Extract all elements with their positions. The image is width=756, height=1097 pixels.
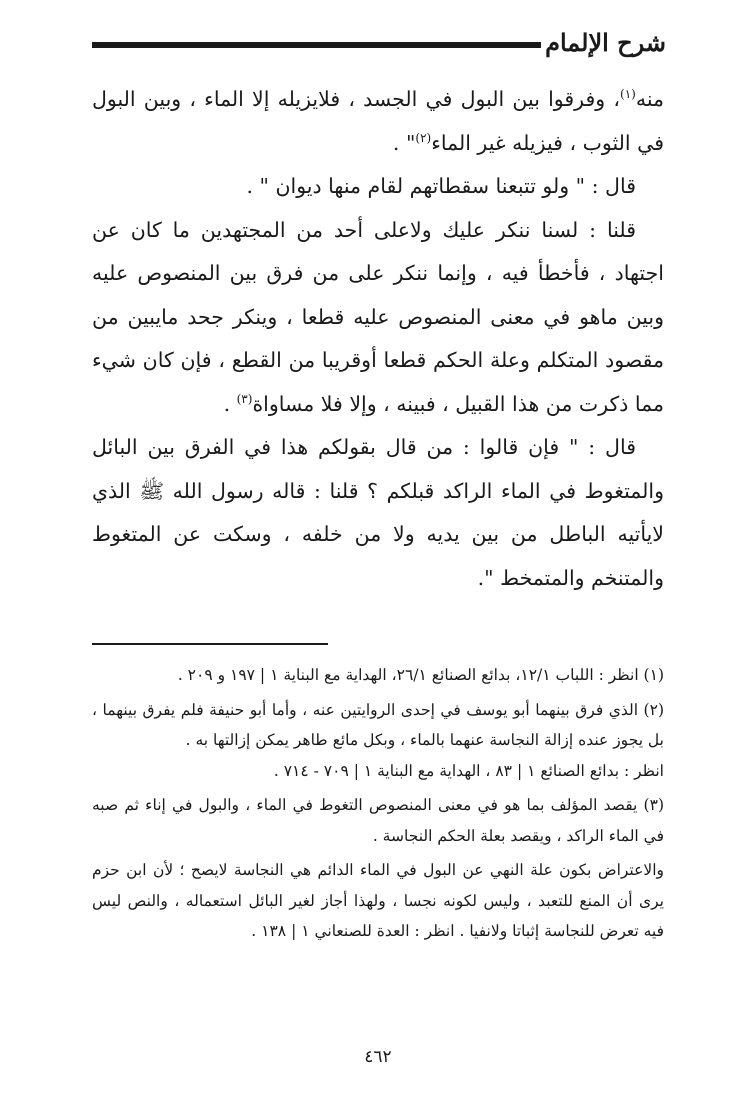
paragraph-3-text: قلنا : لسنا ننكر عليك ولاعلى أحد من المجتهدين ما كان عن اجتهاد ، فأخطأ فيه ، وإنما ننكر على من فرق بين المنصوص عليه وبين ماهو في معنى المنصوص عليه قطعا ، وينكر جحد مايبين من مقصود المتكلم وعلة الحكم قطعا أوقريبا من القطع ، فإن كان شيء مما ذكرت من هذا القبيل ، فبينه ، وإلا فلا مساواة: [92, 217, 664, 416]
footnote-1: (١) انظر : اللباب ١٢/١، بدائع الصنائع ٢٦/١، الهداية مع البناية ١ | ١٩٧ و ٢٠٩ .: [177, 666, 664, 684]
main-text: [92, 78, 664, 600]
running-header: [92, 26, 666, 70]
paragraph-1-text-3: " .: [392, 130, 416, 155]
footnote-ref-3: (٣): [236, 391, 253, 406]
paragraph-3-text-2: .: [223, 391, 237, 416]
footnote-2-reference: انظر : بدائع الصنائع ١ | ٨٣ ، الهداية مع البناية ١ | ٧٠٩ - ٧١٤ .: [273, 761, 664, 780]
paragraph-3: [92, 209, 664, 427]
footnote-ref-1: (١): [620, 87, 636, 102]
paragraph-4: قال : " فإن قالوا : من قال بقولكم هذا في الفرق بين البائل والمتغوط في الماء الراكد قبلكم ؟ قلنا : قاله رسول الله ﷺ الذي لايأتيه الباطل من بين يديه ولا من خلفه ، وسكت عن المتغوط والمتنخم والمتمخط ".: [92, 435, 664, 590]
paragraph-1: [92, 78, 664, 165]
footnote-3: (٣) يقصد المؤلف بما هو في معنى المنصوص التغوط في الماء ، والبول في إناء ثم صبه في الماء الراكد ، ويقصد بعلة الحكم النجاسة .: [92, 796, 664, 845]
footnote-ref-2: (٢): [415, 130, 432, 145]
page-number: ٤٦٢: [364, 1047, 392, 1067]
header-rule: [92, 42, 541, 48]
footnotes: [92, 660, 664, 951]
footnote-separator: [92, 643, 328, 645]
paragraph-2: قال : " ولو تتبعنا سقطاتهم لقام منها ديوان " .: [246, 174, 636, 198]
footnote-3-continuation: والاعتراض بكون علة النهي عن البول في الماء الدائم هي النجاسة لايصح ؛ لأن ابن حزم يرى أن المنع للتعبد ، وليس لكونه نجسا ، ولهذا أجاز لغير البائل استعماله ، والنص ليس فيه تعرض للنجاسة إثباتا ولانفيا . انظر : العدة للصنعاني ١ | ١٣٨ .: [92, 861, 664, 940]
paragraph-1-text: منه: [635, 87, 664, 111]
header-title: شرح الإلمام: [545, 28, 666, 57]
footnote-2: (٢) الذي فرق بينهما أبو يوسف في إحدى الروايتين عنه ، وأما أبو حنيفة فلم يفرق بينهما ، بل يجوز عنده إزالة النجاسة عنهما بالماء ، وبكل مائع طاهر يمكن إزالتها به .: [92, 700, 664, 749]
paragraph-1-text-2: ، وفرقوا بين البول في الجسد ، فلايزيله إلا الماء ، وبين البول في الثوب ، فيزيله غير الماء: [92, 87, 664, 155]
